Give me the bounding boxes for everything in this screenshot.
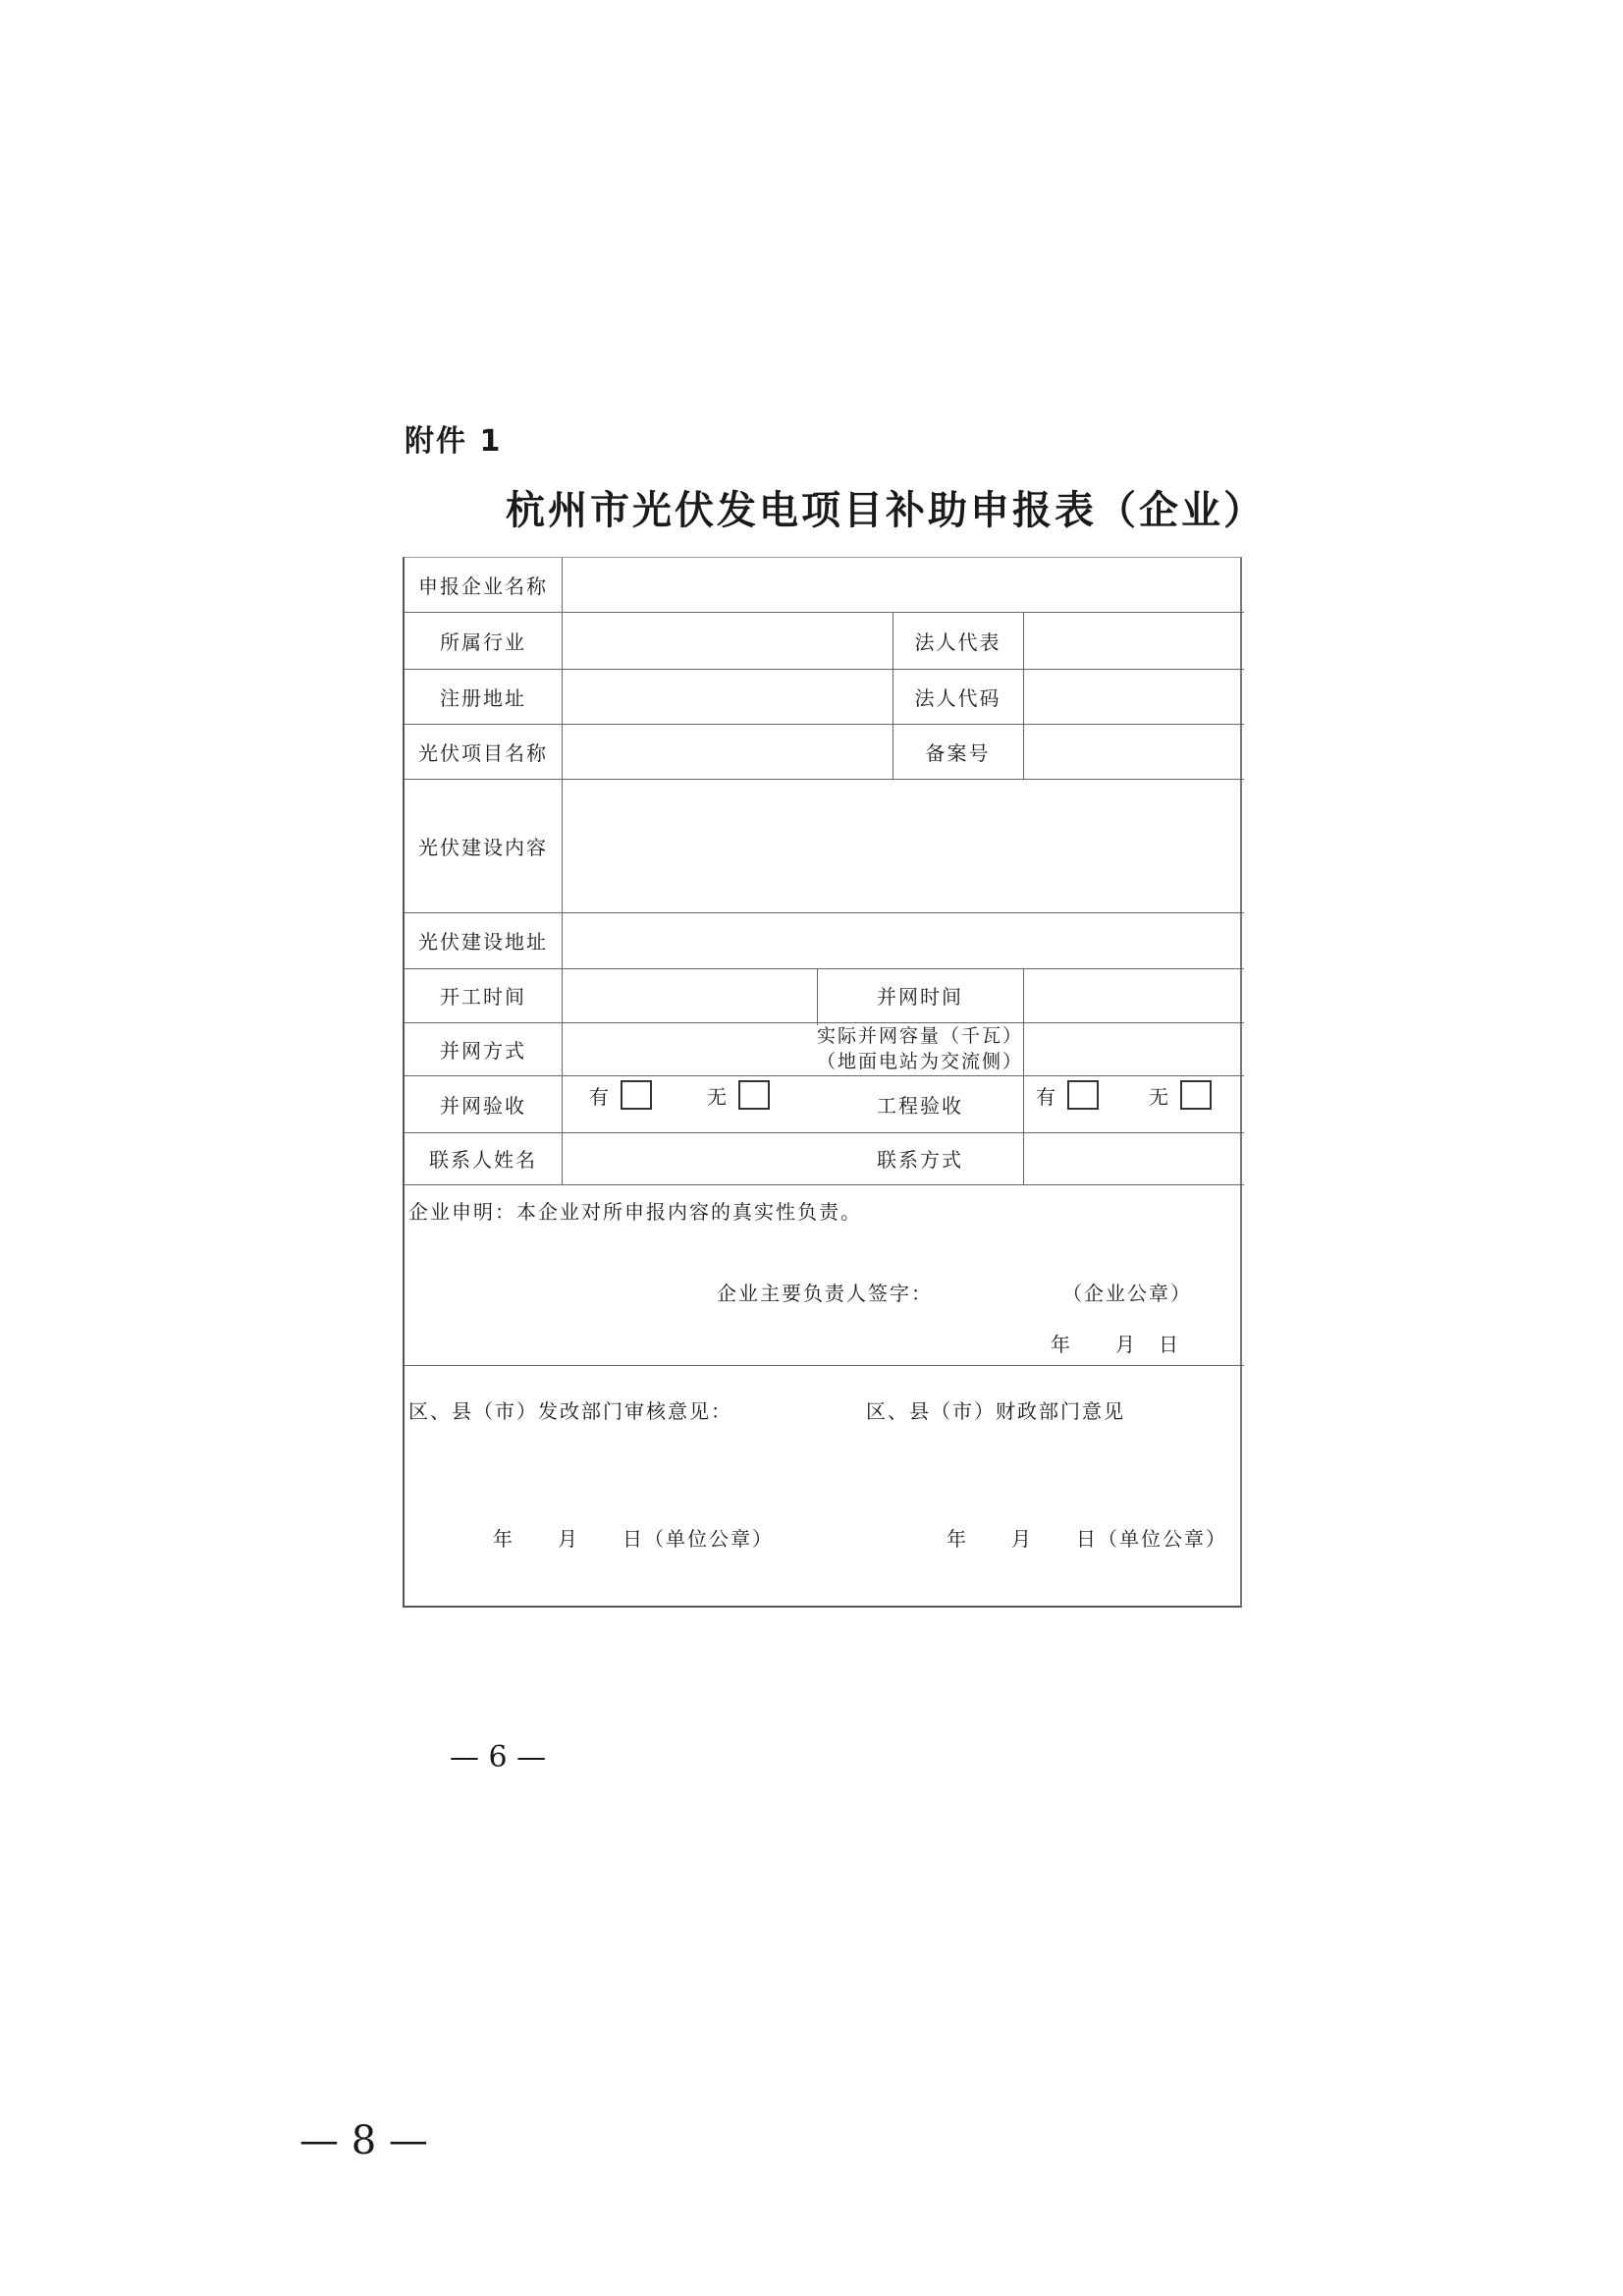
eng-accept-yes-checkbox[interactable] — [1067, 1080, 1099, 1110]
declaration-text: 企业申明：本企业对所申报内容的真实性负责。 — [408, 1200, 862, 1224]
grid-accept-no-label: 无 — [707, 1084, 729, 1109]
legal-rep-label: 法人代表 — [914, 629, 1001, 654]
application-form-table — [403, 557, 1242, 1608]
eng-accept-no-checkbox[interactable] — [1180, 1080, 1212, 1110]
eng-accept-no — [1131, 1075, 1229, 1115]
start-time-label: 开工时间 — [440, 985, 526, 1009]
content-label: 光伏建设内容 — [418, 835, 548, 859]
eng-accept-yes — [1023, 1075, 1111, 1115]
site-label: 光伏建设地址 — [418, 930, 548, 954]
inner-page-number: — 6 — — [450, 1740, 547, 1775]
eng-accept-yes-label: 有 — [1036, 1084, 1057, 1109]
eng-accept-label: 工程验收 — [877, 1093, 963, 1118]
grid-time-label: 并网时间 — [877, 985, 963, 1009]
grid-accept-label: 并网验收 — [440, 1093, 526, 1118]
filing-no-label: 备案号 — [925, 740, 991, 765]
capacity-label-line2: （地面电站为交流侧） — [817, 1051, 1024, 1072]
declaration-date: 年 月 日 — [1051, 1333, 1180, 1356]
company-name-label: 申报企业名称 — [418, 574, 548, 598]
capacity-label — [817, 1022, 1023, 1075]
reg-address-label: 注册地址 — [440, 685, 526, 710]
grid-accept-yes-checkbox[interactable] — [621, 1080, 652, 1110]
grid-accept-no-checkbox[interactable] — [738, 1080, 770, 1110]
contact-method-label: 联系方式 — [877, 1148, 963, 1172]
company-seal-label: （企业公章） — [1062, 1282, 1192, 1305]
signature-label: 企业主要负责人签字： — [717, 1282, 933, 1305]
project-name-label: 光伏项目名称 — [418, 740, 548, 765]
legal-code-label: 法人代码 — [914, 685, 1001, 710]
drc-opinion-label: 区、县（市）发改部门审核意见： — [408, 1399, 732, 1423]
capacity-label-line1: 实际并网容量（千瓦） — [817, 1025, 1024, 1047]
finance-seal-date: 年 月 日（单位公章） — [947, 1527, 1227, 1551]
form-title: 杭州市光伏发电项目补助申报表（企业） — [506, 488, 1266, 533]
contact-name-label: 联系人姓名 — [429, 1148, 537, 1172]
grid-accept-no — [679, 1075, 797, 1115]
column-divider — [1023, 612, 1024, 779]
eng-accept-no-label: 无 — [1149, 1084, 1170, 1109]
page-number: — 8 — — [299, 2118, 428, 2163]
industry-label: 所属行业 — [440, 629, 526, 654]
attachment-label: 附件 1 — [405, 424, 503, 459]
drc-seal-date: 年 月 日（单位公章） — [493, 1527, 774, 1551]
grid-accept-yes-label: 有 — [589, 1084, 611, 1109]
grid-accept-yes — [562, 1075, 679, 1115]
row-divider — [405, 1184, 1244, 1185]
grid-method-label: 并网方式 — [440, 1038, 526, 1063]
finance-opinion-label: 区、县（市）财政部门意见 — [866, 1399, 1125, 1423]
row-divider — [405, 1365, 1244, 1366]
